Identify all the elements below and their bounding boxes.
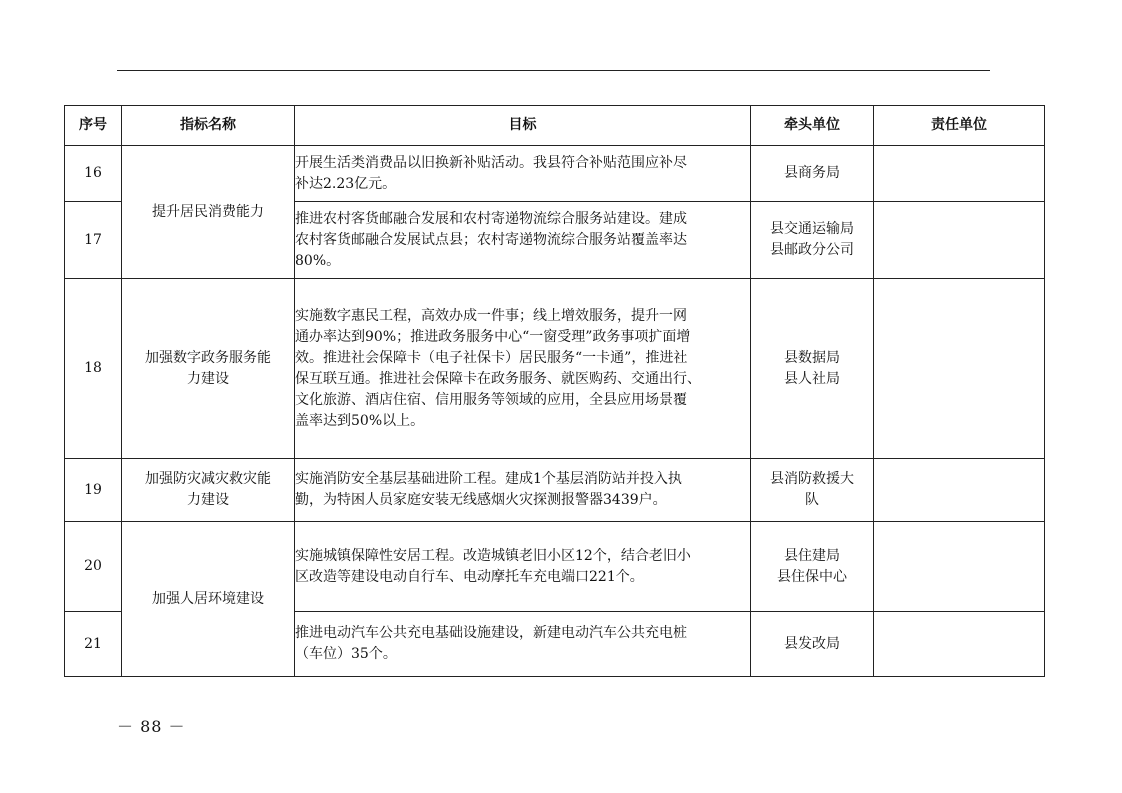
lead-unit-line: 县发改局	[784, 635, 840, 652]
goal-cell	[295, 612, 751, 677]
row-number: 18	[65, 279, 122, 459]
header-indicator: 指标名称	[122, 106, 295, 146]
lead-unit-line: 县邮政分公司	[770, 242, 854, 258]
indicator-table	[64, 105, 1045, 677]
lead-unit-line: 县人社局	[784, 370, 840, 387]
row-number: 21	[65, 612, 122, 677]
goal-cell	[295, 459, 751, 522]
responsible-unit-cell	[874, 202, 1045, 279]
indicator-name	[122, 146, 295, 279]
goal-line: 推进农村客货邮融合发展和农村寄递物流综合服务站建设。建成	[295, 210, 687, 227]
indicator-line: 力建设	[187, 370, 229, 387]
lead-unit-cell	[751, 459, 874, 522]
row-number: 17	[65, 202, 122, 279]
indicator-name	[122, 522, 295, 677]
goal-line: 补达2.23亿元。	[295, 175, 397, 192]
lead-unit-line: 县住建局	[784, 547, 840, 564]
indicator-line: 加强人居环境建设	[152, 590, 264, 607]
goal-line: 文化旅游、酒店住宿、信用服务等领域的应用，全县应用场景覆	[295, 391, 687, 408]
goal-cell	[295, 279, 751, 459]
goal-line: 农村客货邮融合发展试点县；农村寄递物流综合服务站覆盖率达	[295, 231, 687, 248]
lead-unit-line: 县数据局	[784, 349, 840, 366]
goal-line: 区改造等建设电动自行车、电动摩托车充电端口221个。	[295, 568, 644, 585]
goal-line: 效。推进社会保障卡（电子社保卡）居民服务“一卡通”，推进社	[295, 349, 688, 366]
header-goal: 目标	[295, 106, 751, 146]
indicator-line: 加强数字政务服务能	[145, 349, 271, 366]
responsible-unit-cell	[874, 459, 1045, 522]
goal-line: 实施数字惠民工程，高效办成一件事；线上增效服务，提升一网	[295, 307, 687, 324]
page-number: － 88 －	[117, 717, 186, 736]
indicator-line: 力建设	[187, 492, 229, 508]
goal-cell	[295, 202, 751, 279]
indicator-name	[122, 279, 295, 459]
lead-unit-line: 县交通运输局	[770, 221, 854, 237]
indicator-line: 提升居民消费能力	[152, 203, 264, 220]
goal-line: 保互联互通。推进社会保障卡在政务服务、就医购药、交通出行、	[295, 370, 701, 387]
goal-line: 实施城镇保障性安居工程。改造城镇老旧小区12个，结合老旧小	[295, 547, 691, 564]
row-number: 16	[65, 146, 122, 202]
table-row	[65, 279, 1045, 459]
table-row	[65, 522, 1045, 612]
goal-line: 开展生活类消费品以旧换新补贴活动。我县符合补贴范围应补尽	[295, 154, 687, 171]
lead-unit-line: 县商务局	[784, 165, 840, 181]
header-responsible-unit: 责任单位	[874, 106, 1045, 146]
goal-line: 通办率达到90%；推进政务服务中心“一窗受理”政务事项扩面增	[295, 328, 691, 345]
goal-line: 勤，为特困人员家庭安装无线感烟火灾探测报警器3439户。	[295, 492, 667, 508]
table-header-row	[65, 106, 1045, 146]
header-no: 序号	[65, 106, 122, 146]
lead-unit-line: 县住保中心	[777, 568, 847, 585]
table-row	[65, 459, 1045, 522]
row-number: 19	[65, 459, 122, 522]
goal-line: 80%。	[295, 252, 341, 269]
lead-unit-cell	[751, 279, 874, 459]
responsible-unit-cell	[874, 522, 1045, 612]
lead-unit-line: 队	[805, 492, 819, 508]
indicator-name	[122, 459, 295, 522]
lead-unit-cell	[751, 146, 874, 202]
responsible-unit-cell	[874, 279, 1045, 459]
lead-unit-line: 县消防救援大	[770, 471, 854, 487]
header-rule	[117, 70, 990, 71]
goal-line: 推进电动汽车公共充电基础设施建设，新建电动汽车公共充电桩	[295, 625, 687, 641]
lead-unit-cell	[751, 612, 874, 677]
responsible-unit-cell	[874, 612, 1045, 677]
header-lead-unit: 牵头单位	[751, 106, 874, 146]
table-row	[65, 146, 1045, 202]
lead-unit-cell	[751, 522, 874, 612]
responsible-unit-cell	[874, 146, 1045, 202]
goal-line: 实施消防安全基层基础进阶工程。建成1个基层消防站并投入执	[295, 471, 682, 487]
goal-line: （车位）35个。	[295, 646, 397, 662]
goal-cell	[295, 522, 751, 612]
lead-unit-cell	[751, 202, 874, 279]
goal-cell	[295, 146, 751, 202]
indicator-line: 加强防灾减灾救灾能	[145, 471, 271, 487]
goal-line: 盖率达到50%以上。	[295, 412, 425, 429]
row-number: 20	[65, 522, 122, 612]
